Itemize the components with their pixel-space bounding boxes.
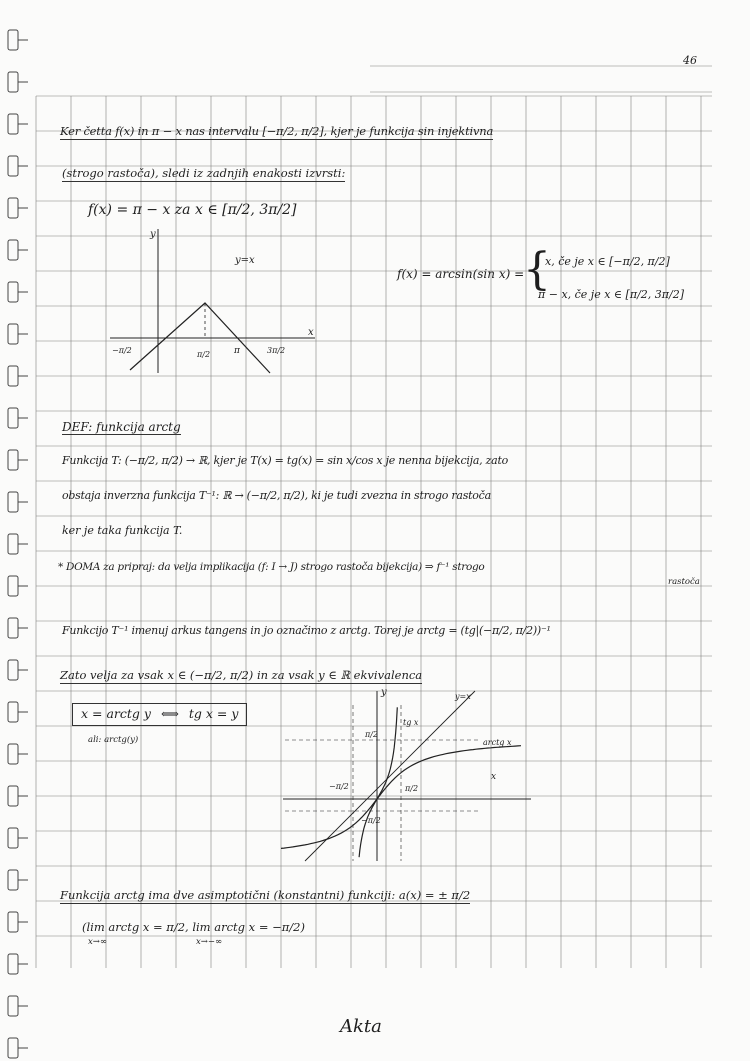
tick-label: −π/2 <box>361 816 381 825</box>
line-label: y=x <box>235 255 255 266</box>
axis-label-x: x <box>491 772 497 782</box>
equivalence-note: ali: arctg(y) <box>88 735 139 745</box>
limit-sub: x→∞ <box>88 937 107 947</box>
tick-label: π/2 <box>405 784 419 793</box>
homework-note-tail: rastoča <box>668 577 700 587</box>
formula: f(x) = π − x za x ∈ [π/2, 3π/2] <box>88 202 297 218</box>
limit-sub: x→−∞ <box>196 937 223 947</box>
equivalence-box <box>72 703 247 726</box>
graph-arctg <box>265 685 535 865</box>
axis-label-y: y <box>381 687 387 698</box>
limits-line: (lim arctg x = π/2, lim arctg x = −π/2) <box>82 920 305 934</box>
text-line: Ker četta f(x) in π − x nas intervalu [−π/2, π/2], kjer je funkcija sin injektivna <box>60 124 494 138</box>
axis-label-x: x <box>308 327 314 338</box>
tick-label: π/2 <box>365 730 379 739</box>
piecewise-brace: { <box>523 244 551 295</box>
footer-stamp: Akta <box>340 1016 382 1037</box>
line-label: y=x <box>455 692 471 701</box>
equivalence-arrow: ⟺ <box>160 706 179 721</box>
text-line: Funkcija arctg ima dve asimptotični (konstantni) funkciji: a(x) = ± π/2 <box>60 888 471 902</box>
page-number: 46 <box>683 54 697 67</box>
text-line: obstaja inverzna funkcija T⁻¹: ℝ → (−π/2, π/2), ki je tudi zvezna in strogo rastoča <box>62 489 491 502</box>
text-line: (strogo rastoča), sledi iz zadnjih enakosti izvrsti: <box>62 166 346 180</box>
tick-label: −π/2 <box>112 346 132 355</box>
equivalence-right: tg x = y <box>188 706 239 721</box>
piecewise-case: x, če je x ∈ [−π/2, π/2] <box>545 255 670 268</box>
text-line: Funkcija T: (−π/2, π/2) → ℝ, kjer je T(x) = tg(x) = sin x/cos x je nenna bijekcija, zato <box>62 454 509 467</box>
equivalence-left: x = arctg y <box>81 706 151 721</box>
tick-label: −π/2 <box>329 782 349 791</box>
tick-label: π <box>234 346 240 356</box>
text-line: ker je taka funkcija T. <box>62 524 183 537</box>
curve-label: arctg x <box>483 738 512 747</box>
homework-note: * DOMA za pripraj: da velja implikacija (f: I → J) strogo rastoča bijekcija) ⇒ f⁻¹ strogo <box>58 561 485 573</box>
piecewise-lhs: f(x) = arcsin(sin x) = <box>397 267 525 281</box>
piecewise-case: π − x, če je x ∈ [π/2, 3π/2] <box>538 288 685 301</box>
axis-label-y: y <box>150 229 156 240</box>
text-line: Zato velja za vsak x ∈ (−π/2, π/2) in za vsak y ∈ ℝ ekvivalenca <box>60 668 423 682</box>
curve-label: tg x <box>403 718 419 727</box>
tick-label: π/2 <box>197 350 211 359</box>
text-line: Funkcijo T⁻¹ imenuj arkus tangens in jo označimo z arctg. Torej je arctg = (tg|(−π/2, π/2))⁻¹ <box>62 624 551 637</box>
tick-label: 3π/2 <box>267 346 286 355</box>
graph-arcsin-sin <box>100 225 320 385</box>
definition-heading: DEF: funkcija arctg <box>62 420 181 434</box>
